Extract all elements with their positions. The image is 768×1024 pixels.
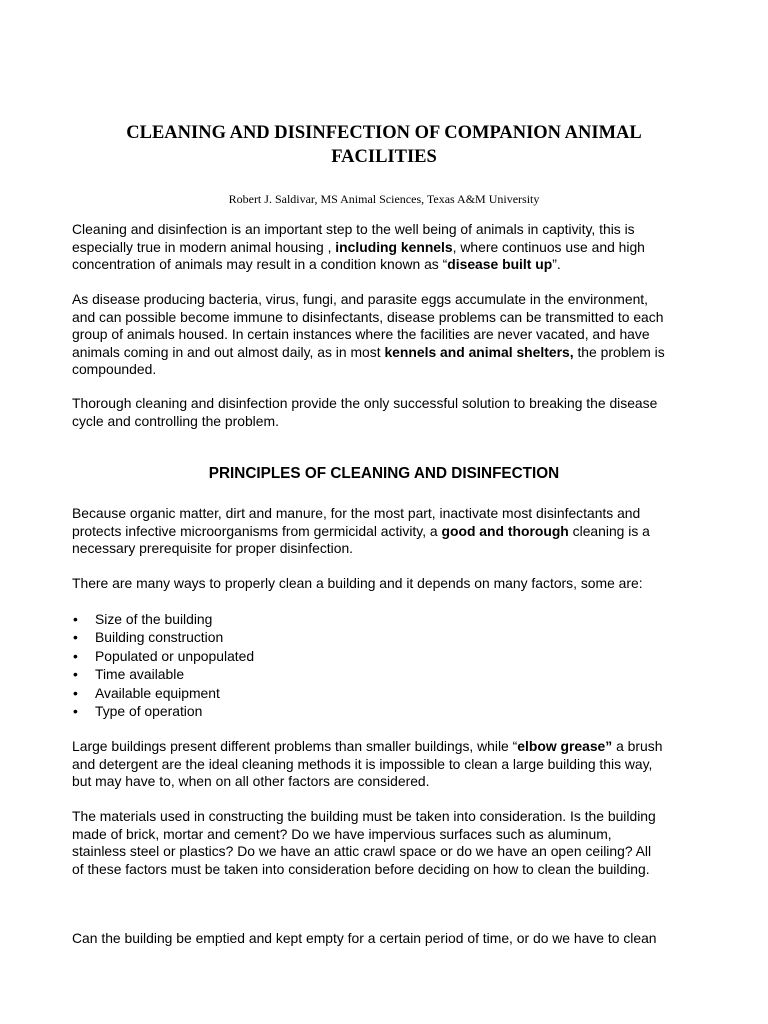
document-title xyxy=(60,121,708,169)
list-item: • Size of the building xyxy=(72,610,254,628)
paragraph-large-buildings: Large buildings present different problems than smaller buildings, while “elbow grease” a brush and detergent are the ideal cleaning methods it is impossible to clean a large building this way, but may have to, when on all other factors are considered. xyxy=(72,738,663,790)
paragraph-intro: Cleaning and disinfection is an important step to the well being of animals in captivity, this is especially true in modern animal housing , including kennels, where continuos use and high concentration of animals may result in a condition known as “disease built up”. xyxy=(72,221,645,273)
paragraph-organic-matter: Because organic matter, dirt and manure, for the most part, inactivate most disinfectants and protects infective microorganisms from germicidal activity, a good and thorough cleaning is a necessary prerequisite for proper disinfection. xyxy=(72,505,650,557)
emphasis-good-thorough: good and thorough xyxy=(441,522,569,539)
section-heading-principles: PRINCIPLES OF CLEANING AND DISINFECTION xyxy=(208,465,560,482)
paragraph-solution: Thorough cleaning and disinfection provide the only successful solution to breaking the disease cycle and controlling the problem. xyxy=(72,395,658,429)
emphasis-elbow-grease: elbow grease” xyxy=(517,738,613,754)
factors-bullet-list xyxy=(72,610,254,720)
paragraph-emptied: Can the building be emptied and kept empty for a certain period of time, or do we have to clean xyxy=(72,930,657,946)
list-item: • Time available xyxy=(72,665,254,683)
emphasis-disease-built-up: disease built up xyxy=(447,256,553,273)
list-item: • Building construction xyxy=(72,628,254,646)
list-item: • Type of operation xyxy=(72,702,254,720)
title-line-2: FACILITIES xyxy=(331,147,437,167)
list-item: • Available equipment xyxy=(72,684,254,702)
paragraph-factors-intro: There are many ways to properly clean a building and it depends on many factors, some are: xyxy=(72,575,643,591)
author-line: Robert J. Saldivar, MS Animal Sciences, Texas A&M University xyxy=(228,192,540,206)
title-line-1: CLEANING AND DISINFECTION OF COMPANION ANIMAL xyxy=(126,123,642,143)
paragraph-disease-buildup: As disease producing bacteria, virus, fungi, and parasite eggs accumulate in the environment, and can possible become immune to disinfectants, disease problems can be transmitted to each group of animals housed. In certain instances where the facilities are never vacated, and have animals coming in and out almost daily, as in most kennels and animal shelters, the problem is compounded. xyxy=(72,291,665,378)
emphasis-kennels-shelters: kennels and animal shelters, xyxy=(384,343,574,360)
list-item: • Populated or unpopulated xyxy=(72,647,254,665)
emphasis-including-kennels: including kennels xyxy=(335,238,453,255)
paragraph-materials: The materials used in constructing the building must be taken into consideration. Is the building made of brick, mortar and cement? Do we have impervious surfaces such as aluminum, stainless steel or plastics? Do we have an attic crawl space or do we have an open ceiling? All of these factors must be taken into consideration before deciding on how to clean the building. xyxy=(72,808,656,877)
